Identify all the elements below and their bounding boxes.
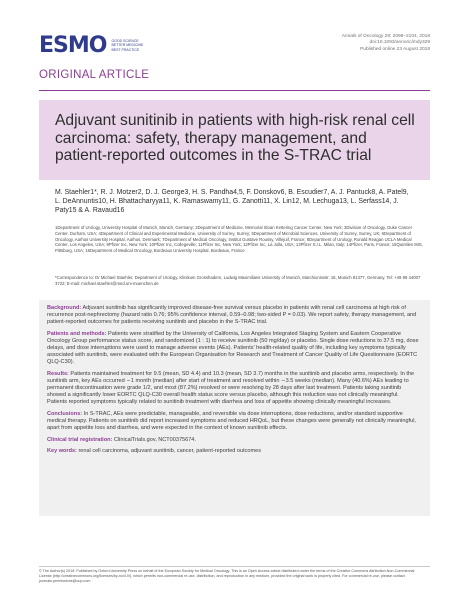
abstract-text: renal cell carcinoma, adjuvant sunitinib, cancer, patient-reported outcomes [76, 448, 261, 455]
abstract-text: Patients were stratified by the University of California, Los Angeles Integrated Staging System and Eastern Cooperative Oncology Group performance status score, and randomized (1 : 1) to receive sunitinib (50 mg/day) or placebo. Single dose reductions to 37.5 mg, dose delays, and dose interruptions were used to manage adverse events (AEs). Patients' health-related quality of life, including key symptoms typically associated with sunitinib, were evaluated with the European Organisation for Research and Treatment of Cancer Quality of Life Questionnaire (EORTC QLQ-C30). [47, 330, 419, 366]
abstract-heading: Clinical trial registration: [47, 436, 113, 443]
author-list: M. Staehler1*, R. J. Motzer2, D. J. George3, H. S. Pandha4,5, F. Donskov6, B. Escudier7, A. J. Pantuck8, A. Patel9, L. DeAnnuntis10, H. Bhattacharyya11, K. Ramaswamy11, G. Zanotti11, X. Lin12, M. Lechuga13, L. Serfass14, J. Paty15 & A. Ravaud16 [55, 189, 409, 215]
abstract-text: Adjuvant sunitinib has significantly improved disease-free survival versus placebo in patients with renal cell carcinoma at high risk of recurrence post-nephrectomy (hazard ratio 0.76; 95% confidence interval, 0.59–0.98; two-sided P = 0.03). We report safety, therapy management, and patient-reported outcomes for patients receiving sunitinib and placebo in the S-TRAC trial. [47, 305, 417, 326]
doi-link[interactable]: doi:10.1093/annonc/mdy329 [369, 40, 430, 46]
abstract-heading: Background: [47, 305, 82, 311]
header-divider [39, 90, 430, 91]
title-box [39, 100, 430, 180]
publish-date: Published online 23 August 2018 [360, 46, 430, 52]
correspondence: *Correspondence to: Dr Michael Staehler, Department of Urology, Klinikum Grosshadern, Ludwig Maximilians University of Munich, Marchioninistr. 15, Munich 81377, Germany. Tel: +49 89 44007 3722; E-mail: michael.staehler@med.uni-muenchen.de [55, 275, 421, 286]
abstract-heading: Conclusions: [47, 410, 83, 417]
abstract-heading: Key words: [47, 448, 77, 455]
abstract-text: In S-TRAC, AEs were predictable, manageable, and reversible via dose interruptions, dose reductions, and/or standard supportive medical therapy. Patients on sunitinib did report increased symptoms and reduced HRQoL, but these changes were generally not clinically meaningful, apart from appetite loss and diarrhea, and were expected in the context of known sunitinib effects. [47, 410, 416, 431]
abstract-text: ClinicalTrials.gov, NCT00375674. [112, 436, 196, 443]
esmo-logo: ESMO [39, 33, 107, 58]
abstract-heading: Patients and methods: [47, 330, 107, 337]
journal-logo [39, 33, 151, 58]
abstract-box [39, 300, 430, 516]
license-footer: © The Author(s) 2018. Published by Oxford University Press on behalf of the European Society for Medical Oncology. This is an Open Access article distributed under the terms of the Creative Commons Attribution Non-Commercial License (http://creativecommons.org/licenses/by-nc/4.0/), which permits non-commercial re-use, distribution, and reproduction in any medium, provided the original work is properly cited. For commercial re-use, please contact journals.permissions@oup.com [39, 569, 415, 583]
abstract-background [47, 305, 420, 326]
abstract-conclusions [47, 411, 420, 432]
article-type: ORIGINAL ARTICLE [39, 69, 150, 81]
journal-citation: Annals of Oncology 29: 2098–2104, 2018 [341, 34, 430, 39]
abstract-trial-registration [47, 437, 420, 444]
logo-tagline: GOOD SCIENCE BETTER MEDICINE BEST PRACTICE [111, 38, 144, 52]
abstract-results [47, 371, 420, 406]
abstract-keywords [47, 448, 420, 455]
footer-divider [39, 566, 430, 567]
abstract-text: Patients maintained treatment for 9.5 (mean, SD 4.4) and 10.3 (mean, SD 3.7) months in the sunitinib and placebo arms, respectively. In the sunitinib arm, key AEs occurred ∼1 month (median) after start of treatment and resolved within ∼3.5 weeks (median). Many (40.6%) AEs leading to permanent discontinuation were grade 1/2, and most (87.2%) resolved or were resolving by 28 days after last treatment. Patients taking sunitinib showed a significantly lower EORTC QLQ-C30 overall health status score versus placebo, although this reduction was not clinically meaningful. Patients reported symptoms typically related to sunitinib treatment with diarrhea and loss of appetite showing clinically meaningful increases. [47, 370, 415, 406]
article-title: Adjuvant sunitinib in patients with high-risk renal cell carcinoma: safety, therapy management, and patient-reported outcomes in the S-TRAC trial [55, 112, 415, 165]
abstract-methods [47, 331, 420, 366]
journal-meta [342, 34, 430, 53]
abstract-heading: Results: [47, 370, 69, 377]
affiliations: 1Department of Urology, University Hospital of Munich, Munich, Germany; 2Department of Medicine, Memorial Sloan Kettering Cancer Center, New York; 3Division of Oncology, Duke Cancer Center, Durham, USA; 4Department of Clinical and Experimental Medicine, University of Surrey, Surrey; 5Department of Microbial Sciences, University of Surrey, Surrey, UK; 6Department of Oncology, Aarhus University Hospital, Aarhus, Denmark; 7Department of Medical Oncology, Institut Gustave Roussy, Villejuif, France; 8Department of Urology, Ronald Reagan UCLA Medical Center, Los Angeles, USA; 9Pfizer Inc, New York; 10Pfizer Inc, Collegeville; 11Pfizer Inc, New York; 12Pfizer Inc, La Jolla, USA; 13Pfizer S.r.L. Milan, Italy; 14Pfizer, Paris, France; 15Quintiles IMS, Pittsburg, USA; 16Department of Medical Oncology, Bordeaux University Hospital, Bordeaux, France [55, 225, 423, 254]
